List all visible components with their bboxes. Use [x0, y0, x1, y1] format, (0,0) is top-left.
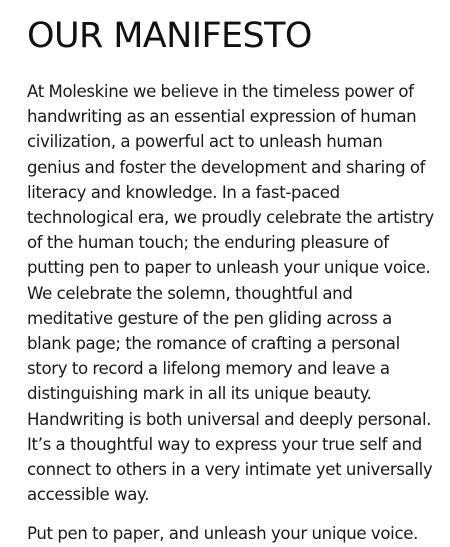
manifesto-closing-paragraph: Put pen to paper, and unleash your unique voice.	[27, 524, 419, 544]
page-title: OUR MANIFESTO	[27, 16, 312, 56]
manifesto-body-paragraph: At Moleskine we believe in the timeless power of handwriting as an essential expression of human civilization, a powerful act to unleash human genius and foster the development and sharing of literacy and knowledge. In a fast-paced technological era, we proudly celebrate the artistry of the human touch; the enduring pleasure of putting pen to paper to unleash your unique voice. We celebrate the solemn, thoughtful and meditative gesture of the pen gliding across a blank page; the romance of crafting a personal story to record a lifelong memory and leave a distinguishing mark in all its unique beauty. Handwriting is both universal and deeply personal. It’s a thoughtful way to express your true self and connect to others in a very intimate yet universally accessible way.	[27, 82, 434, 505]
